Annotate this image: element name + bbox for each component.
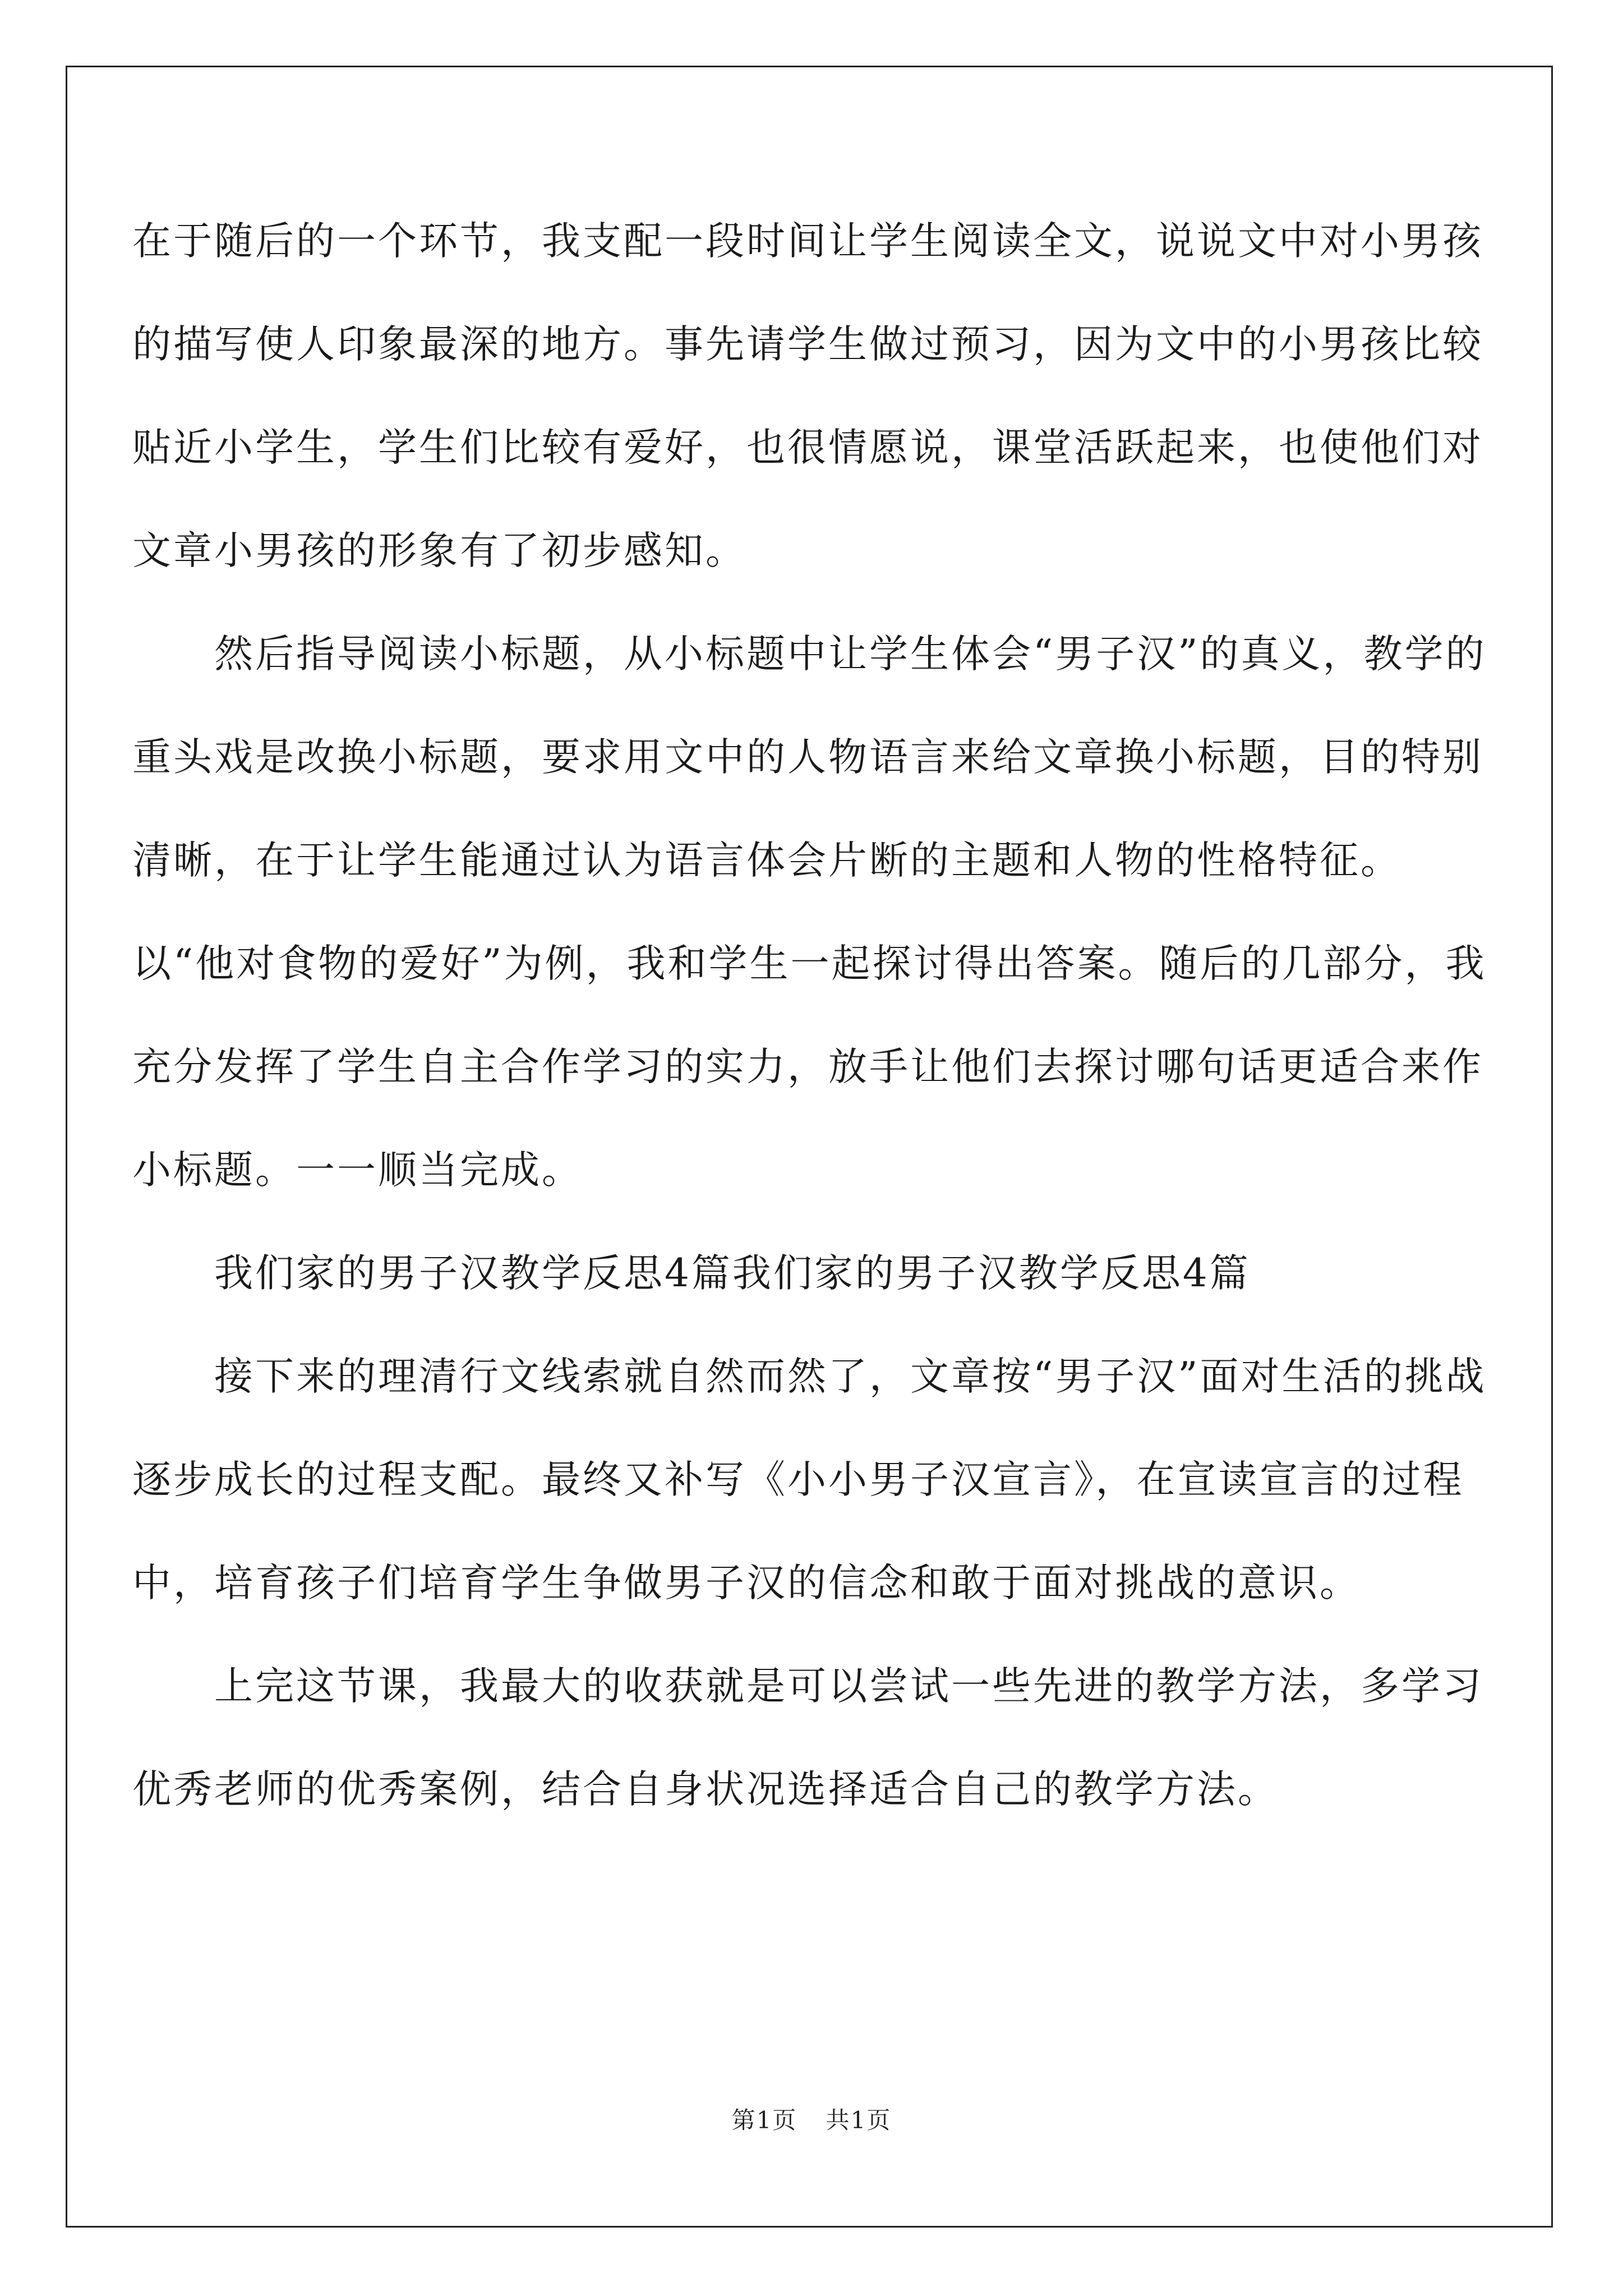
- page-number: 第1页: [731, 2106, 797, 2134]
- paragraph: 然后指导阅读小标题，从小标题中让学生体会“男子汉”的真义，教学的重头戏是改换小标题，要求用文中的人物语言来给文章换小标题，目的特别清晰，在于让学生能通过认为语言体会片断的主题和人物的性格特征。以“他对食物的爱好”为例，我和学生一起探讨得出答案。随后的几部分，我充分发挥了学生自主合作学习的实力，放手让他们去探讨哪句话更适合来作小标题。一一顺当完成。: [132, 632, 1487, 1193]
- paragraph: 接下来的理清行文线索就自然而然了，文章按“男子汉”面对生活的挑战逐步成长的过程支配。最终又补写《小小男子汉宣言》，在宣读宣言的过程中，培育孩子们培育学生争做男子汉的信念和敢于面对挑战的意识。: [132, 1354, 1487, 1605]
- page-footer: [0, 2105, 1623, 2136]
- page-total: 共1页: [826, 2106, 892, 2134]
- paragraph: 在于随后的一个环节，我支配一段时间让学生阅读全文，说说文中对小男孩的描写使人印象最深的地方。事先请学生做过预习，因为文中的小男孩比较贴近小学生，学生们比较有爱好，也很情愿说，课堂活跃起来，也使他们对文章小男孩的形象有了初步感知。: [132, 219, 1483, 573]
- document-body: [132, 190, 1490, 1841]
- paragraph: 上完这节课，我最大的收获就是可以尝试一些先进的教学方法，多学习优秀老师的优秀案例，结合自身状况选择适合自己的教学方法。: [132, 1664, 1483, 1812]
- paragraph: 我们家的男子汉教学反思4篇我们家的男子汉教学反思4篇: [214, 1251, 1251, 1296]
